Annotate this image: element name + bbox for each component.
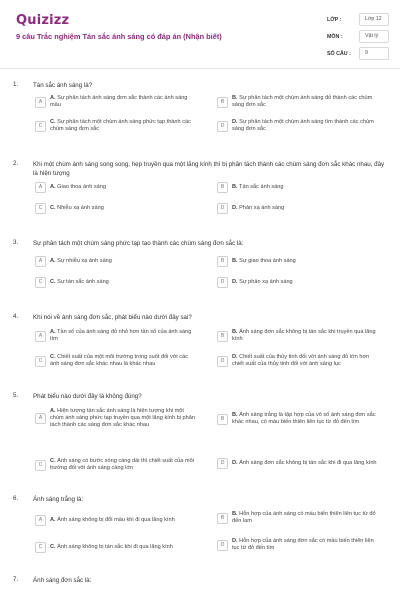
meta-row-count [327, 45, 389, 62]
question-header [0, 387, 400, 406]
answer-prefix: C. [50, 205, 56, 211]
answer-prefix: D. [232, 538, 238, 544]
answer-letter-box: D [217, 203, 228, 214]
answer-grid [30, 408, 390, 482]
answer-letter-box: A [35, 256, 46, 267]
answer-letter-box: B [217, 414, 228, 425]
question-text: Khi nói về ánh sáng đơn sắc, phát biểu nào dưới đây sai? [33, 314, 192, 321]
answer-letter-box: C [35, 460, 46, 471]
question-number: 3. [13, 239, 19, 246]
answer-letter-box: D [217, 540, 228, 551]
answer-option[interactable] [35, 408, 195, 429]
answer-text: Ánh sáng có bước sóng càng dài thì chiết suất của môi trường đối với ánh sáng càng lớn [50, 458, 194, 471]
answer-option[interactable] [217, 329, 377, 343]
answer-option[interactable] [35, 182, 195, 193]
answer-option[interactable] [217, 277, 377, 288]
answer-letter-box: D [217, 121, 228, 132]
answer-text: Ánh sáng không bị tán sắc khi đi qua lăng kính [57, 544, 173, 550]
answer-prefix: B. [232, 329, 238, 335]
question-header [0, 308, 400, 327]
question-text: Ánh sáng trắng là: [33, 496, 84, 503]
meta-value: 9 [359, 47, 389, 60]
answer-text: Sự phân tách một chùm ánh sáng phức tạp thành các chùm sáng đơn sắc [50, 119, 191, 132]
answer-option[interactable] [217, 458, 377, 469]
answer-text: Sự phản xạ ánh sáng [239, 279, 293, 285]
answer-option[interactable] [217, 182, 377, 193]
question [0, 155, 400, 224]
answer-letter-box: A [35, 413, 46, 424]
answer-letter-box: D [217, 458, 228, 469]
answer-letter-box: A [35, 182, 46, 193]
question-number: 1. [13, 81, 19, 88]
answer-letter-box: B [217, 182, 228, 193]
answer-option[interactable] [35, 542, 195, 553]
answer-option[interactable] [35, 203, 195, 214]
answer-option[interactable] [217, 412, 377, 426]
answer-letter-box: C [35, 121, 46, 132]
answer-text: Ánh sáng đơn sắc không bị tán sắc khi truyền qua lăng kính [232, 329, 376, 342]
answer-letter-box: C [35, 356, 46, 367]
answer-prefix: B. [232, 184, 238, 190]
answer-option[interactable] [35, 458, 195, 472]
answer-grid [30, 182, 390, 224]
question-header [0, 571, 400, 590]
answer-letter-box: C [35, 542, 46, 553]
question-header [0, 155, 400, 182]
answer-letter-box: D [217, 356, 228, 367]
answer-option[interactable] [217, 256, 377, 267]
answer-text: Chiết suất của thủy tinh đối với ánh sáng đỏ lớn hơn chiết suất của thủy tinh đối với ánh sáng lục [232, 354, 370, 367]
answer-text: Tần số của ánh sáng đỏ nhỏ hơn tần số của ánh sáng tím [50, 329, 192, 342]
answer-letter-box: B [217, 513, 228, 524]
answer-option[interactable] [35, 95, 195, 109]
question [0, 76, 400, 145]
answer-text: Giao thoa ánh sáng [57, 184, 106, 190]
answer-prefix: C. [50, 458, 56, 464]
header-divider [0, 68, 400, 69]
answer-prefix: C. [50, 544, 56, 550]
quizizz-logo[interactable]: Quizizz [16, 13, 70, 28]
answer-option[interactable] [35, 329, 195, 343]
answer-prefix: C. [50, 354, 56, 360]
question-number: 2. [13, 160, 19, 167]
worksheet-title: 9 câu Trắc nghiệm Tán sắc ánh sáng có đáp án (Nhận biết) [16, 32, 222, 41]
answer-text: Ánh sáng trắng là tập hợp của vô số ánh sáng đơn sắc khác nhau, có màu biến thiên liên tục từ đỏ đến tím [232, 412, 376, 425]
answer-prefix: D. [232, 354, 238, 360]
answer-letter-box: A [35, 331, 46, 342]
meta-label: LỚP : [327, 16, 342, 23]
question-number: 6. [13, 495, 19, 502]
answer-prefix: D. [232, 205, 238, 211]
question-header [0, 234, 400, 253]
answer-text: Sự phân tách ánh sáng đơn sắc thành các ánh sáng màu [50, 95, 188, 108]
answer-grid [30, 95, 390, 145]
answer-text: Nhiễu xạ ánh sáng [57, 205, 104, 211]
answer-text: Sự phân tách một chùm ánh sáng đỏ thành các chùm sáng đơn sắc [232, 95, 373, 108]
answer-option[interactable] [217, 354, 377, 368]
answer-option[interactable] [217, 203, 377, 214]
answer-letter-box: A [35, 97, 46, 108]
answer-option[interactable] [217, 119, 377, 133]
question-header [0, 76, 400, 95]
answer-option[interactable] [35, 256, 195, 267]
question-text: Phát biểu nào dưới đây là không đúng? [33, 393, 142, 400]
answer-text: Sự tán sắc ánh sáng [57, 279, 109, 285]
question-text: Khi một chùm ánh sáng song song, hẹp truyền qua một lăng kính thì bị phân tách thành các chùm sáng đơn sắc khác nhau, đây là hiện tượng [33, 161, 385, 177]
answer-text: Hỗn hợp của ánh sáng đơn sắc có màu biến thiên liên tục từ đỏ đến tím [232, 538, 374, 551]
answer-option[interactable] [217, 95, 377, 109]
answer-option[interactable] [217, 538, 377, 552]
answer-text: Hỗn hợp của ánh sáng có màu biến thiên liên tục từ đỏ đến lam [232, 511, 376, 524]
answer-text: Ánh sáng đơn sắc không bị tán sắc khi đi qua lăng kính [239, 460, 377, 466]
question-number: 5. [13, 392, 19, 399]
answer-prefix: D. [232, 119, 238, 125]
answer-letter-box: C [35, 203, 46, 214]
answer-prefix: B. [232, 412, 238, 418]
answer-prefix: C. [50, 119, 56, 125]
question [0, 490, 400, 563]
answer-prefix: B. [232, 95, 238, 101]
answer-grid [30, 329, 390, 377]
question-header [0, 490, 400, 509]
question [0, 387, 400, 482]
meta-row-grade [327, 11, 389, 28]
answer-letter-box: B [217, 97, 228, 108]
answer-text: Ánh sáng không bị đổi màu khi đi qua lăng kính [57, 517, 175, 523]
question-list [0, 76, 400, 590]
answer-text: Hiện tượng tán sắc ánh sáng là hiện tượng khi một chùm ánh sáng phức tạp truyền qua một lăng kính bị phân tách thành các sáng đơn sắc khác nhau [50, 408, 195, 428]
answer-letter-box: A [35, 515, 46, 526]
answer-prefix: D. [232, 279, 238, 285]
answer-text: Sự giao thoa ánh sáng [239, 258, 296, 264]
question [0, 571, 400, 590]
meta-value: Vật lý [359, 30, 389, 43]
answer-letter-box: C [35, 277, 46, 288]
answer-prefix: D. [232, 460, 238, 466]
question [0, 234, 400, 298]
question-text: Ánh sáng đơn sắc là: [33, 577, 92, 584]
answer-text: Chiết suất của một môi trường trong suốt đối với các ánh sáng đơn sắc khác nhau là khác nhau [50, 354, 188, 367]
answer-prefix: A. [50, 184, 56, 190]
answer-option[interactable] [35, 515, 195, 526]
meta-value: Lớp 12 [359, 13, 389, 26]
answer-letter-box: D [217, 277, 228, 288]
answer-text: Sự nhiễu xạ ánh sáng [57, 258, 112, 264]
answer-option[interactable] [35, 277, 195, 288]
answer-option[interactable] [35, 354, 195, 368]
answer-letter-box: B [217, 256, 228, 267]
meta-row-subject [327, 28, 389, 45]
answer-grid [30, 511, 390, 563]
answer-option[interactable] [217, 511, 377, 525]
answer-prefix: A. [50, 329, 56, 335]
question [0, 308, 400, 377]
answer-prefix: B. [232, 258, 238, 264]
answer-prefix: A. [50, 517, 56, 523]
answer-option[interactable] [35, 119, 195, 133]
meta-label: MÔN : [327, 33, 343, 40]
answer-text: Phản xạ ánh sáng [239, 205, 285, 211]
answer-letter-box: B [217, 331, 228, 342]
question-text: Tán sắc ánh sáng là? [33, 82, 93, 89]
worksheet-header [0, 0, 400, 68]
answer-text: Sự phân tách một chùm ánh sáng tím thành các chùm sáng đơn sắc [232, 119, 374, 132]
meta-label: SỐ CÂU : [327, 50, 351, 57]
answer-prefix: B. [232, 511, 238, 517]
answer-text: Tán sắc ánh sáng [239, 184, 284, 190]
answer-grid [30, 256, 390, 298]
question-number: 4. [13, 313, 19, 320]
answer-prefix: C. [50, 279, 56, 285]
answer-prefix: A. [50, 258, 56, 264]
question-number: 7. [13, 576, 19, 583]
answer-prefix: A. [50, 95, 56, 101]
answer-prefix: A. [50, 408, 56, 414]
question-text: Sự phân tách một chùm sáng phức tạp tạo thành các chùm sáng đơn sắc là: [33, 240, 244, 247]
worksheet-meta [327, 11, 389, 62]
